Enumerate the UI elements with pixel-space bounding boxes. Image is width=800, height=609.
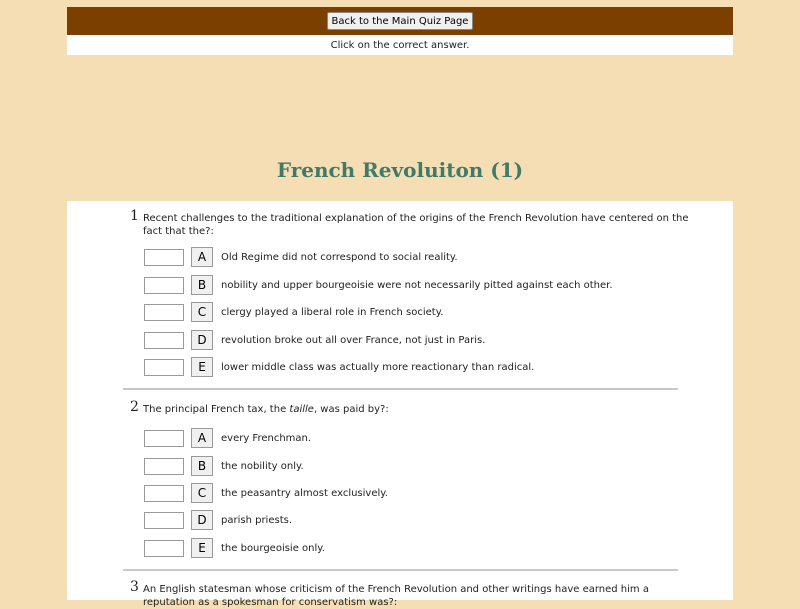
answer-button-c[interactable]: C xyxy=(191,483,213,503)
question-divider xyxy=(123,388,678,390)
answer-option-1e xyxy=(144,357,704,377)
question-divider xyxy=(123,569,678,571)
answer-option-2e xyxy=(144,538,704,558)
answer-indicator-box xyxy=(144,485,184,502)
answer-option-2b xyxy=(144,456,704,476)
answer-text: the bourgeoisie only. xyxy=(221,542,325,554)
answer-indicator-box xyxy=(144,304,184,321)
answer-text: revolution broke out all over France, not just in Paris. xyxy=(221,334,486,346)
answer-indicator-box xyxy=(144,332,184,349)
answer-indicator-box xyxy=(144,277,184,294)
question-text-italic: taille xyxy=(289,404,314,415)
answer-button-e[interactable]: E xyxy=(191,538,213,558)
answer-option-1a xyxy=(144,247,704,267)
answer-button-b[interactable]: B xyxy=(191,456,213,476)
answer-text: clergy played a liberal role in French society. xyxy=(221,306,444,318)
instructions-text: Click on the correct answer. xyxy=(67,35,733,55)
answer-text: the peasantry almost exclusively. xyxy=(221,487,388,499)
back-to-main-quiz-button[interactable]: Back to the Main Quiz Page xyxy=(327,12,474,30)
answer-indicator-box xyxy=(144,540,184,557)
answer-text: Old Regime did not correspond to social reality. xyxy=(221,251,458,263)
answer-indicator-box xyxy=(144,512,184,529)
answer-option-2c xyxy=(144,483,704,503)
answer-indicator-box xyxy=(144,430,184,447)
quiz-title: French Revoluiton (1) xyxy=(276,158,524,182)
answer-text: the nobility only. xyxy=(221,460,304,472)
answer-option-1c xyxy=(144,302,704,322)
answer-indicator-box xyxy=(144,359,184,376)
answer-indicator-box xyxy=(144,249,184,266)
answer-button-a[interactable]: A xyxy=(191,247,213,267)
question-text-start: The principal French tax, the xyxy=(143,404,290,415)
answer-option-2a xyxy=(144,428,704,448)
answer-option-2d xyxy=(144,510,704,530)
question-text: Recent challenges to the traditional explanation of the origins of the French Revolution have centered on the fact that the?: xyxy=(143,213,689,237)
question-text xyxy=(143,403,703,416)
top-navigation-bar xyxy=(67,7,733,35)
answer-button-b[interactable]: B xyxy=(191,275,213,295)
answer-text: parish priests. xyxy=(221,514,293,526)
answer-indicator-box xyxy=(144,458,184,475)
questions-panel xyxy=(67,201,733,608)
answer-text: lower middle class was actually more reactionary than radical. xyxy=(221,361,535,373)
answer-text: nobility and upper bourgeoisie were not necessarily pitted against each other. xyxy=(221,279,613,291)
answer-option-1d xyxy=(144,330,704,350)
answer-button-d[interactable]: D xyxy=(191,330,213,350)
answer-button-e[interactable]: E xyxy=(191,357,213,377)
question-number: 2 xyxy=(130,399,139,415)
answer-button-d[interactable]: D xyxy=(191,510,213,530)
answer-button-c[interactable]: C xyxy=(191,302,213,322)
answer-text: every Frenchman. xyxy=(221,432,312,444)
question-number: 3 xyxy=(130,579,139,595)
answer-button-a[interactable]: A xyxy=(191,428,213,448)
question-text: An English statesman whose criticism of the French Revolution and other writings have earned him a reputation as a spokesman for conservatism was?: xyxy=(143,584,649,608)
question-number: 1 xyxy=(130,208,139,224)
answer-option-1b xyxy=(144,275,704,295)
question-text-end: , was paid by?: xyxy=(313,404,389,415)
